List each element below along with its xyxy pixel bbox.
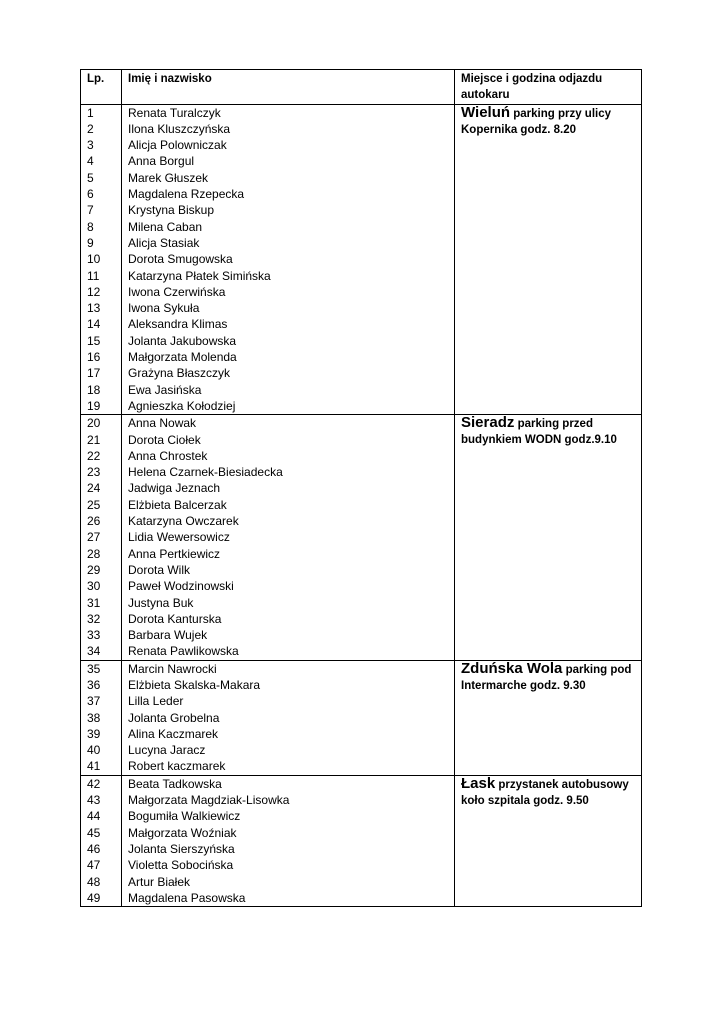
participant-name: Milena Caban: [128, 219, 203, 234]
row-number: 12: [87, 284, 101, 299]
row-number: 16: [87, 350, 101, 365]
row-number: 27: [87, 530, 101, 545]
departure-details: parking przy ulicy Kopernika godz. 8.20: [461, 107, 612, 136]
participant-name: Renata Pawlikowska: [128, 644, 239, 659]
departure-place-cell: [455, 104, 642, 415]
departure-town: Zduńska Wola: [461, 659, 563, 677]
row-number: 26: [87, 514, 101, 529]
row-number: 19: [87, 398, 101, 413]
departure-details: parking przed budynkiem WODN godz.9.10: [461, 418, 617, 447]
participant-name: Alina Kaczmarek: [128, 726, 219, 741]
row-number: 13: [87, 301, 101, 316]
group-numbers-cell: [81, 104, 122, 415]
row-number: 36: [87, 677, 101, 692]
row-number: 46: [87, 841, 101, 856]
row-number: 2: [87, 121, 94, 136]
header-place: Miejsce i godzina odjazdu autokaru: [455, 70, 642, 105]
departure-town: Sieradz: [461, 414, 515, 432]
participant-name: Marek Głuszek: [128, 170, 209, 185]
row-number: 38: [87, 710, 101, 725]
row-number: 5: [87, 170, 94, 185]
participant-name: Anna Pertkiewicz: [128, 546, 221, 561]
participant-name: Justyna Buk: [128, 595, 194, 610]
row-number: 1: [87, 105, 94, 120]
row-number: 35: [87, 661, 101, 676]
group-row: [81, 415, 642, 660]
participant-name: Anna Chrostek: [128, 448, 208, 463]
row-number: 8: [87, 219, 94, 234]
header-name: Imię i nazwisko: [122, 70, 455, 105]
participant-name: Robert kaczmarek: [128, 759, 226, 774]
group-row: [81, 775, 642, 906]
row-number: 17: [87, 366, 101, 381]
participant-name: Lidia Wewersowicz: [128, 530, 230, 545]
row-number: 7: [87, 203, 94, 218]
participant-name: Marcin Nawrocki: [128, 661, 217, 676]
departure-details: przystanek autobusowy koło szpitala godz. 9.50: [461, 778, 629, 807]
bus-departure-table: [80, 69, 642, 907]
participant-name: Agnieszka Kołodziej: [128, 398, 236, 413]
participant-name: Paweł Wodzinowski: [128, 579, 234, 594]
participant-name: Katarzyna Płatek Simińska: [128, 268, 271, 283]
row-number: 41: [87, 759, 101, 774]
row-number: 34: [87, 644, 101, 659]
participant-name: Jolanta Sierszyńska: [128, 841, 235, 856]
group-row: [81, 660, 642, 775]
row-number: 47: [87, 858, 101, 873]
participant-name: Iwona Sykuła: [128, 301, 200, 316]
row-number: 43: [87, 793, 101, 808]
group-names-cell: [122, 660, 455, 775]
participant-name: Anna Nowak: [128, 416, 197, 431]
group-numbers-cell: [81, 775, 122, 906]
row-number: 49: [87, 890, 101, 905]
participant-name: Elżbieta Balcerzak: [128, 497, 227, 512]
row-number: 15: [87, 333, 101, 348]
departure-place-cell: [455, 415, 642, 660]
group-row: [81, 104, 642, 415]
participant-name: Magdalena Pasowska: [128, 890, 246, 905]
departure-town: Wieluń: [461, 103, 511, 121]
group-names-cell: [122, 775, 455, 906]
row-number: 45: [87, 825, 101, 840]
row-number: 39: [87, 726, 101, 741]
row-number: 6: [87, 187, 94, 202]
departure-place-cell: [455, 775, 642, 906]
participant-name: Jolanta Jakubowska: [128, 333, 237, 348]
participant-name: Katarzyna Owczarek: [128, 514, 239, 529]
row-number: 22: [87, 448, 101, 463]
participant-name: Helena Czarnek-Biesiadecka: [128, 465, 283, 480]
participant-name: Iwona Czerwińska: [128, 284, 226, 299]
row-number: 30: [87, 579, 101, 594]
participant-name: Grażyna Błaszczyk: [128, 366, 231, 381]
departure-details: parking pod Intermarche godz. 9.30: [461, 663, 632, 692]
participant-name: Lucyna Jaracz: [128, 743, 206, 758]
header-lp: Lp.: [81, 70, 122, 105]
table-header-row: [81, 70, 642, 105]
row-number: 3: [87, 138, 94, 153]
participant-name: Alicja Polowniczak: [128, 138, 227, 153]
row-number: 4: [87, 154, 94, 169]
row-number: 40: [87, 743, 101, 758]
row-number: 48: [87, 874, 101, 889]
row-number: 44: [87, 809, 101, 824]
participant-name: Magdalena Rzepecka: [128, 187, 245, 202]
participant-name: Alicja Stasiak: [128, 235, 200, 250]
participant-name: Artur Białek: [128, 874, 191, 889]
row-number: 18: [87, 382, 101, 397]
group-names-cell: [122, 415, 455, 660]
row-number: 29: [87, 562, 101, 577]
participant-name: Ilona Kluszczyńska: [128, 121, 231, 136]
participant-name: Dorota Smugowska: [128, 252, 233, 267]
row-number: 14: [87, 317, 101, 332]
row-number: 11: [87, 268, 100, 283]
row-number: 9: [87, 235, 94, 250]
row-number: 20: [87, 416, 101, 431]
participant-name: Krystyna Biskup: [128, 203, 215, 218]
row-number: 42: [87, 776, 101, 791]
participant-name: Dorota Kanturska: [128, 611, 222, 626]
row-number: 33: [87, 628, 101, 643]
participant-name: Barbara Wujek: [128, 628, 208, 643]
participant-name: Violetta Sobocińska: [128, 858, 234, 873]
participant-name: Bogumiła Walkiewicz: [128, 809, 241, 824]
participant-name: Małgorzata Magdziak-Lisowka: [128, 793, 290, 808]
row-number: 37: [87, 694, 101, 709]
departure-place-cell: [455, 660, 642, 775]
participant-name: Elżbieta Skalska-Makara: [128, 677, 261, 692]
participant-name: Ewa Jasińska: [128, 382, 202, 397]
participant-name: Lilla Leder: [128, 694, 184, 709]
participant-name: Renata Turalczyk: [128, 105, 221, 120]
row-number: 32: [87, 611, 101, 626]
participant-name: Beata Tadkowska: [128, 776, 222, 791]
participant-name: Małgorzata Molenda: [128, 350, 237, 365]
group-numbers-cell: [81, 660, 122, 775]
table-body: [81, 104, 642, 907]
participant-name: Anna Borgul: [128, 154, 195, 169]
participant-name: Jolanta Grobelna: [128, 710, 220, 725]
row-number: 21: [87, 432, 101, 447]
row-number: 25: [87, 497, 101, 512]
participant-name: Małgorzata Woźniak: [128, 825, 237, 840]
participant-name: Jadwiga Jeznach: [128, 481, 221, 496]
group-names-cell: [122, 104, 455, 415]
row-number: 23: [87, 465, 101, 480]
row-number: 31: [87, 595, 101, 610]
participant-name: Dorota Wilk: [128, 562, 191, 577]
participant-name: Aleksandra Klimas: [128, 317, 228, 332]
row-number: 10: [87, 252, 101, 267]
row-number: 28: [87, 546, 101, 561]
participant-name: Dorota Ciołek: [128, 432, 201, 447]
row-number: 24: [87, 481, 101, 496]
group-numbers-cell: [81, 415, 122, 660]
departure-town: Łask: [461, 774, 496, 792]
